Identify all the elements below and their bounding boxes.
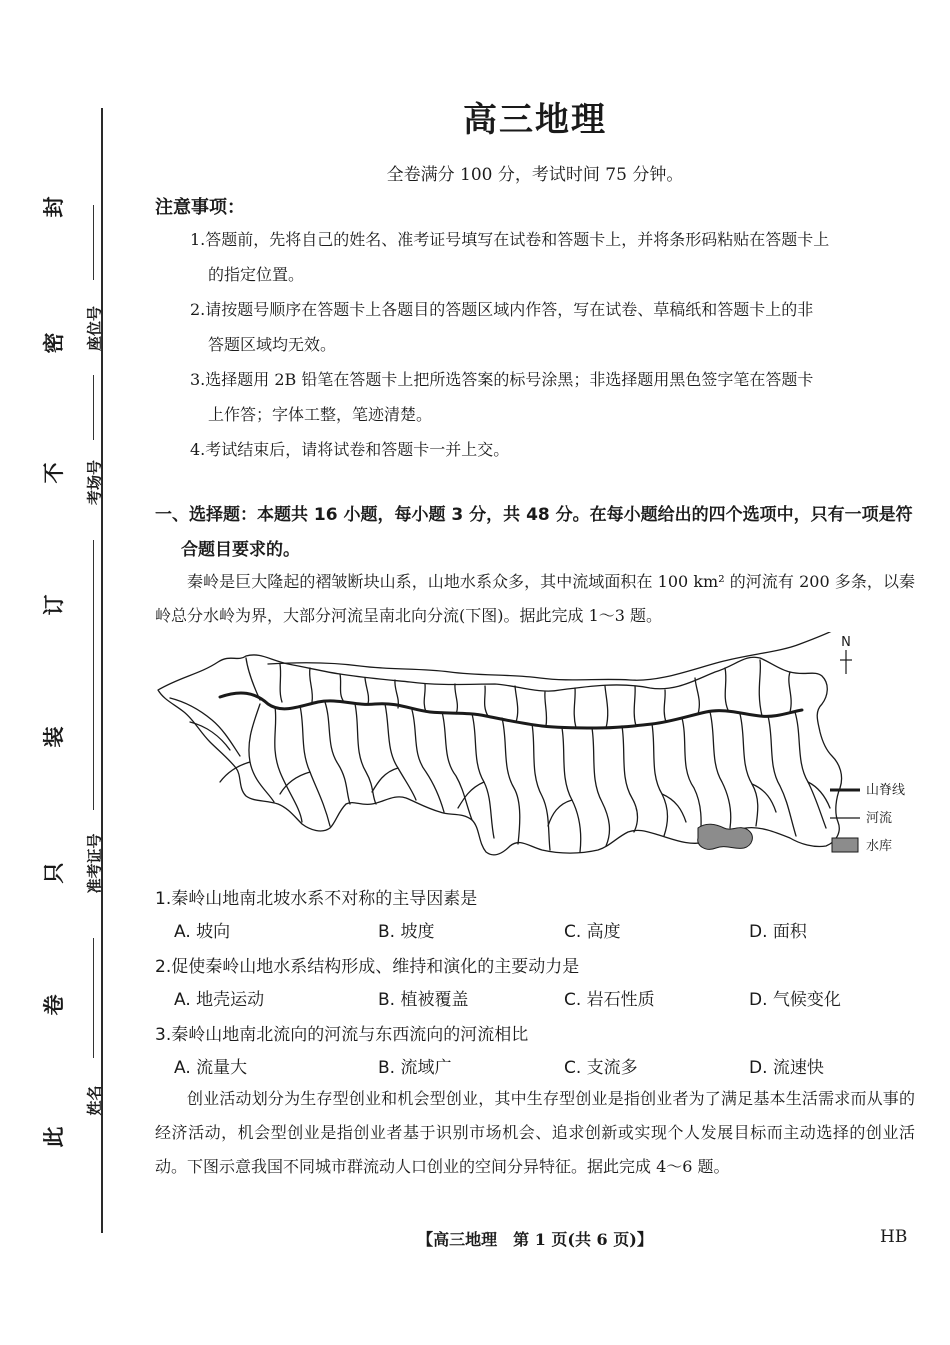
legend-reservoir-swatch <box>832 838 858 852</box>
question-option: B. 植被覆盖 <box>378 990 469 1010</box>
question-option: B. 流域广 <box>378 1058 452 1078</box>
legend-reservoir-label: 水库 <box>866 839 893 854</box>
binding-char: 卷 <box>41 994 66 1016</box>
question-option: C. 支流多 <box>564 1058 638 1078</box>
qinling-river-map <box>150 632 920 872</box>
legend-ridge-label: 山脊线 <box>866 783 906 798</box>
question-stem: 1.秦岭山地南北坡水系不对称的主导因素是 <box>155 889 478 909</box>
exam-room-label: 考场号 <box>85 460 104 506</box>
question-option: C. 高度 <box>564 922 621 942</box>
section-heading-line: 合题目要求的。 <box>181 540 300 560</box>
question-option: A. 地壳运动 <box>174 990 265 1010</box>
exam-room-field[interactable] <box>93 375 94 440</box>
page-subtitle: 全卷满分 100 分，考试时间 75 分钟。 <box>386 165 684 185</box>
notice-item-cont: 的指定位置。 <box>208 265 305 284</box>
name-label: 姓名 <box>85 1085 104 1116</box>
question-option: C. 岩石性质 <box>564 990 655 1010</box>
notice-item: 1.答题前，先将自己的姓名、准考证号填写在试卷和答题卡上，并将条形码粘贴在答题卡上 <box>190 230 830 249</box>
seat-number-label: 座位号 <box>85 306 104 352</box>
section-heading <box>155 498 915 568</box>
binding-char: 只 <box>41 862 66 884</box>
binding-line <box>101 108 103 1233</box>
notice-item: 2.请按题号顺序在答题卡上各题目的答题区域内作答，写在试卷、草稿纸和答题卡上的非 <box>190 300 814 319</box>
notice-item: 4.考试结束后，请将试卷和答题卡一并上交。 <box>190 440 510 459</box>
notice-item: 3.选择题用 2B 铅笔在答题卡上把所选答案的标号涂黑；非选择题用黑色签字笔在答题卡 <box>190 370 814 389</box>
name-field[interactable] <box>93 938 94 1058</box>
admission-number-field[interactable] <box>93 540 94 810</box>
question-stem: 2.促使秦岭山地水系结构形成、维持和演化的主要动力是 <box>155 957 580 977</box>
north-label: N <box>841 635 851 650</box>
seat-number-field[interactable] <box>93 205 94 280</box>
map-legend <box>830 782 905 854</box>
admission-number-label: 准考证号 <box>85 833 104 894</box>
page-footer: 【高三地理 第 1 页(共 6 页)】 <box>417 1230 653 1249</box>
notice-list <box>190 222 915 467</box>
binding-char: 装 <box>41 726 66 748</box>
question-option: D. 面积 <box>749 922 807 942</box>
paper-code: HB <box>880 1227 908 1247</box>
question-option: A. 流量大 <box>174 1058 248 1078</box>
question-stem: 3.秦岭山地南北流向的河流与东西流向的河流相比 <box>155 1025 529 1045</box>
question-option: B. 坡度 <box>378 922 435 942</box>
reservoir-shape <box>698 824 753 849</box>
passage-qinling: 秦岭是巨大隆起的褶皱断块山系，山地水系众多，其中流域面积在 100 km² 的河流有 200 多条，以秦岭总分水岭为界，大部分河流呈南北向分流(下图)。据此完成 1～3 题。 <box>155 572 915 625</box>
notice-item-cont: 上作答；字体工整，笔迹清楚。 <box>208 405 433 424</box>
notice-item-cont: 答题区域均无效。 <box>208 335 337 354</box>
binding-char: 不 <box>41 462 66 484</box>
binding-char: 封 <box>41 196 66 218</box>
section-heading-line: 一、选择题：本题共 16 小题，每小题 3 分，共 48 分。在每小题给出的四个选项中，只有一项是符 <box>155 505 913 525</box>
question-option: A. 坡向 <box>174 922 231 942</box>
notice-heading: 注意事项： <box>155 197 245 218</box>
binding-char: 订 <box>41 594 66 616</box>
question-option: D. 气候变化 <box>749 990 841 1010</box>
page-title: 高三地理 <box>463 100 607 140</box>
binding-char: 此 <box>41 1126 66 1148</box>
question-option: D. 流速快 <box>749 1058 824 1078</box>
region-outline <box>158 655 842 855</box>
binding-char: 密 <box>41 332 66 354</box>
ridge-line <box>220 693 802 728</box>
legend-river-label: 河流 <box>866 811 893 826</box>
passage-entrepreneurship: 创业活动划分为生存型创业和机会型创业，其中生存型创业是指创业者为了满足基本生活需求而从事的经济活动，机会型创业是指创业者基于识别市场机会、追求创新或实现个人发展目标而主动选择的创业活动。下图示意我国不同城市群流动人口创业的空间分异特征。据此完成 4～6 题。 <box>155 1089 915 1176</box>
